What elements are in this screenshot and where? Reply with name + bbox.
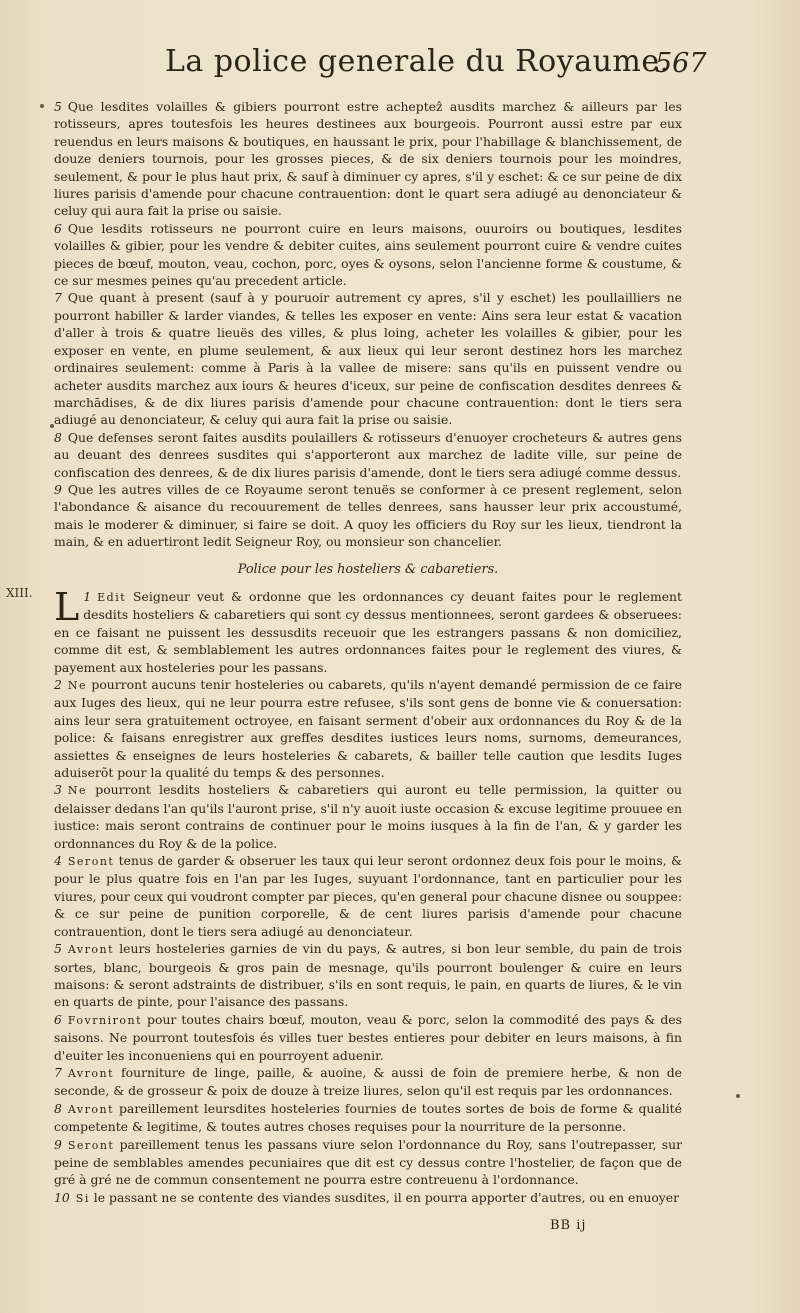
article-paragraph	[54, 940, 682, 1011]
text-block	[54, 98, 682, 1207]
article-text: pour toutes chairs bœuf, mouton, veau & porc, selon la commodité des pays & des saisons. Ne pourront toutesfois és villes tuer bestes entieres pour debiter en leurs maisons, à fin d'euiter les inconueniens qui en pourroyent aduenir.	[54, 1011, 682, 1063]
article-number: 6	[54, 220, 62, 236]
article-text: Que lesdites volailles & gibiers pourront estre achepteẑ ausdits marchez & ailleurs par les rotisseurs, apres toutesfois les heures destinees aux bourgeois. Pourront aussi estre par eux reuendus en leurs maisons & boutiques, en haussant le prix, pour l'habillage & blanchissement, de douze deniers tournois, pour les grosses pieces, & de six deniers tournois pour les moindres, seulement, & pour le plus haut prix, & sauf à diminuer cy apres, s'il y eschet: & ce sur peine de dix liures parisis d'amende pour chacune contrauention: dont le quart sera adiugé au denonciateur & celuy qui aura fait la prise ou saisie.	[54, 99, 682, 219]
article-number: 2	[54, 677, 62, 692]
article-number: 9	[54, 481, 62, 497]
article-paragraph	[54, 481, 682, 551]
article-number: 5	[54, 941, 62, 957]
article-lead-word: Edit	[97, 590, 127, 604]
article-paragraph	[54, 429, 682, 481]
article-number: 1	[83, 588, 92, 604]
article-paragraph	[54, 1136, 682, 1189]
article-paragraph	[54, 1011, 682, 1064]
article-lead-word: Avront	[67, 1102, 114, 1116]
article-text: pourront aucuns tenir hosteleries ou cabarets, qu'ils n'ayent demandé permission de ce faire aux Iuges des lieux, qui ne leur pourra estre refusee, s'ils sont gens de bonne vie & conuersation: ains leur sera gratuitement octroyee, en faisant serment d'obeir aux ordonnances du Roy & de la police: & faisans enregistrer aux greffes desdites iustices leurs noms, surnoms, demeurances, assiettes & enseignes de leurs hosteleries & cabarets, & bailler telle caution que lesdits Iuges aduiserõt pour la qualité du temps & des personnes.	[54, 677, 682, 781]
article-number: 6	[54, 1011, 62, 1027]
article-text: pareillement tenus les passans viure selon l'ordonnance du Roy, sans l'outrepasser, sur peine de semblables amendes pecuniaires que dit est cy dessus contre l'hostelier, de façon que de gré à gré ne de commun consentement ne pourra estre contreuenu à l'ordonnance.	[54, 1136, 682, 1188]
article-number: 4	[54, 853, 62, 869]
article-text: Que lesdits rotisseurs ne pourront cuire en leurs maisons, ouuroirs ou boutiques, lesdites volailles & gibier, pour les vendre & debiter cuites, ains seulement pourront cuire & vendre cuites pieces de bœuf, mouton, veau, cochon, porc, oyes & oysons, selon l'ancienne forme & coustume, & ce sur mesmes peines qu'au precedent article.	[54, 220, 682, 289]
article-lead-word: Ne	[67, 679, 88, 692]
running-title: La police generale du Royaume.	[165, 44, 670, 79]
article-lead-word: Avront	[67, 943, 114, 957]
articles-volailles	[54, 98, 682, 551]
article-text: Seigneur veut & ordonne que les ordonnances cy deuant faites pour le reglement desdits hosteliers & cabaretiers qui sont cy dessus mentionnees, seront gardees & obseruees: en ce faisant ne puissent les dessusdits receuoir que les estrangers passans & non domiciliez, comme dit est, & semblablement les autres ordonnances faites pour le reglement des viures, & payement aux hosteleries pour les passans.	[54, 588, 682, 675]
article-number: 5	[54, 99, 62, 114]
ink-speck	[40, 104, 44, 108]
article-text: leurs hosteleries garnies de vin du pays, & autres, si bon leur semble, du pain de trois sortes, blanc, bourgeois & gros pain de mesnage, qu'ils pourront boulenger & cuire en leurs maisons: & seront adstraints de distribuer, s'ils en sont requis, le pain, en quarts de liures, & le vin en quarts de pinte, pour l'aisance des passans.	[54, 941, 682, 1010]
article-paragraph	[54, 289, 682, 428]
article-number: 8	[54, 429, 62, 445]
ink-speck	[736, 1094, 740, 1098]
article-text: Que defenses seront faites ausdits poulaillers & rotisseurs d'enuoyer crocheteurs & autres gens au deuant des denrees susdites qui s'apporteront aux marchez de ladite ville, sur peine de confiscation des denrees, & de dix liures parisis d'amende, dont le tiers sera adiugé comme dessus.	[54, 429, 682, 480]
article-lead-word: Seront	[67, 855, 115, 869]
article-1	[54, 584, 682, 676]
article-number: 8	[54, 1100, 62, 1116]
margin-note: XIII.	[6, 586, 33, 600]
articles-hosteliers	[54, 676, 682, 1207]
article-lead-word: Avront	[67, 1066, 114, 1080]
article-lead-word: Seront	[67, 1138, 115, 1152]
article-lead-word: Ne	[67, 784, 88, 798]
article-text: le passant ne se contente des viandes susdites, il en pourra apporter d'autres, ou en enuoyer	[93, 1189, 680, 1205]
article-text: pourront lesdits hosteliers & cabaretiers qui auront eu telle permission, la quitter ou delaisser dedans l'an qu'ils l'auront prise, s'il n'y auoit iuste occasion & excuse legitime prouuee en iustice: mais seront contrains de continuer pour le moins iusques à la fin de l'an, & y garder les ordonnances du Roy & de la police.	[54, 782, 682, 851]
article-number: 7	[54, 290, 62, 306]
article-paragraph	[54, 1100, 682, 1136]
article-paragraph	[54, 781, 682, 852]
article-paragraph	[54, 220, 682, 290]
article-text: Que les autres villes de ce Royaume seront tenuës se conformer à ce present reglement, selon l'abondance & aisance du recouurement de telles denrees, sans hausser leur prix accoustumé, mais le moderer & diminuer, si faire se doit. A quoy les officiers du Roy sur les lieux, tiendront la main, & en aduertiront ledit Seigneur Roy, ou monsieur son chancelier.	[54, 481, 682, 550]
article-number: 10	[54, 1189, 70, 1205]
article-lead-word: Fovrniront	[67, 1013, 143, 1027]
article-number: 3	[54, 782, 62, 798]
article-text: tenus de garder & obseruer les taux qui leur seront ordonnez deux fois pour le moins, & pour le plus quatre fois en l'an par les Iuges, suyuant l'ordonnance, tant en particulier pour les viures, pour ceux qui voudront compter par pieces, qu'en general pour chacune disnee ou souppee: & ce sur peine de punition corporelle, & de cent liures parisis d'amende pour chacune contrauention, dont le tiers sera adiugé au denonciateur.	[54, 853, 682, 939]
article-text: pareillement leursdites hosteleries fournies de toutes sortes de bois de forme & qualité competente & legitime, & toutes autres choses requises pour la nourriture de la personne.	[54, 1100, 682, 1135]
article-text: Que quant à present (sauf à y pouruoir autrement cy apres, s'il y eschet) les poullailliers ne pourront habiller & larder viandes, & telles les exposer en vente: Ains sera leur estat & vacation d'aller à trois & quatre lieuës des villes, & plus loing, acheter les volailles & gibier, pour les exposer en vente, en plume seulement, & aux lieux qui leur seront destinez hors les marchez ordinaires seulement: comme à Paris à la vallee de misere: sans qu'ils en puissent vendre ou acheter ausdits marchez aux iours & heures d'iceux, sur peine de confiscation desdites denrees & marchādises, & de dix liures parisis d'amende pour chacune contrauention: dont le tiers sera adiugé au denonciateur, & celuy qui aura fait la prise ou saisie.	[54, 290, 682, 428]
article-lead-word: Si	[75, 1191, 90, 1205]
article-number: 9	[54, 1136, 62, 1152]
section-heading: Police pour les hosteliers & cabaretiers.	[237, 561, 499, 577]
page-number: 567	[655, 48, 707, 79]
article-number: 7	[54, 1064, 62, 1080]
article-text: fourniture de linge, paille, & auoine, & aussi de foin de premiere herbe, & non de seconde, & de grosseur & poix de douze à treize liures, selon qu'il est requis par les ordonnances.	[54, 1064, 682, 1099]
article-paragraph	[54, 676, 682, 781]
article-paragraph	[54, 98, 682, 220]
drop-cap: L	[54, 584, 80, 629]
article-paragraph	[54, 1064, 682, 1100]
ink-speck	[50, 424, 54, 428]
article-paragraph	[54, 1189, 682, 1207]
signature-mark: BB ij	[550, 1218, 587, 1233]
article-paragraph	[54, 852, 682, 940]
